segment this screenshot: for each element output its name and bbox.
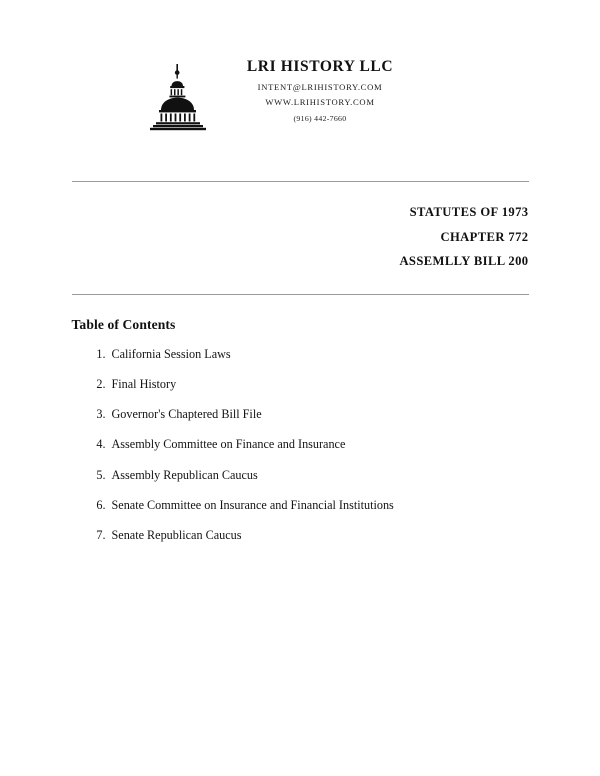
list-item[interactable]: Assembly Republican Caucus <box>111 467 258 482</box>
list-item[interactable]: Senate Committee on Insurance and Financial Institutions <box>111 497 394 512</box>
statutes-line: STATUTES OF 1973 <box>409 205 529 219</box>
table-of-contents <box>72 295 529 544</box>
org-identity <box>40 58 600 123</box>
toc-heading: Table of Contents <box>71 316 176 332</box>
list-item[interactable]: Assembly Committee on Finance and Insurance <box>111 437 346 452</box>
capitol-dome-icon <box>143 62 213 134</box>
org-website[interactable]: WWW.LRIHISTORY.COM <box>265 96 375 107</box>
chapter-line: CHAPTER 772 <box>440 229 529 244</box>
list-item[interactable]: Governor's Chaptered Bill File <box>111 407 262 422</box>
toc-list <box>72 347 529 544</box>
letterhead <box>0 0 600 153</box>
list-item[interactable]: Senate Republican Caucus <box>111 528 242 543</box>
bill-line: ASSEMLLY BILL 200 <box>399 254 529 269</box>
title-block <box>72 182 529 276</box>
list-item[interactable]: California Session Laws <box>111 346 231 361</box>
org-name: LRI HISTORY LLC <box>246 58 394 75</box>
org-phone: (916) 442-7660 <box>293 113 347 123</box>
list-item[interactable]: Final History <box>111 376 177 391</box>
org-email[interactable]: INTENT@LRIHISTORY.COM <box>257 81 383 92</box>
